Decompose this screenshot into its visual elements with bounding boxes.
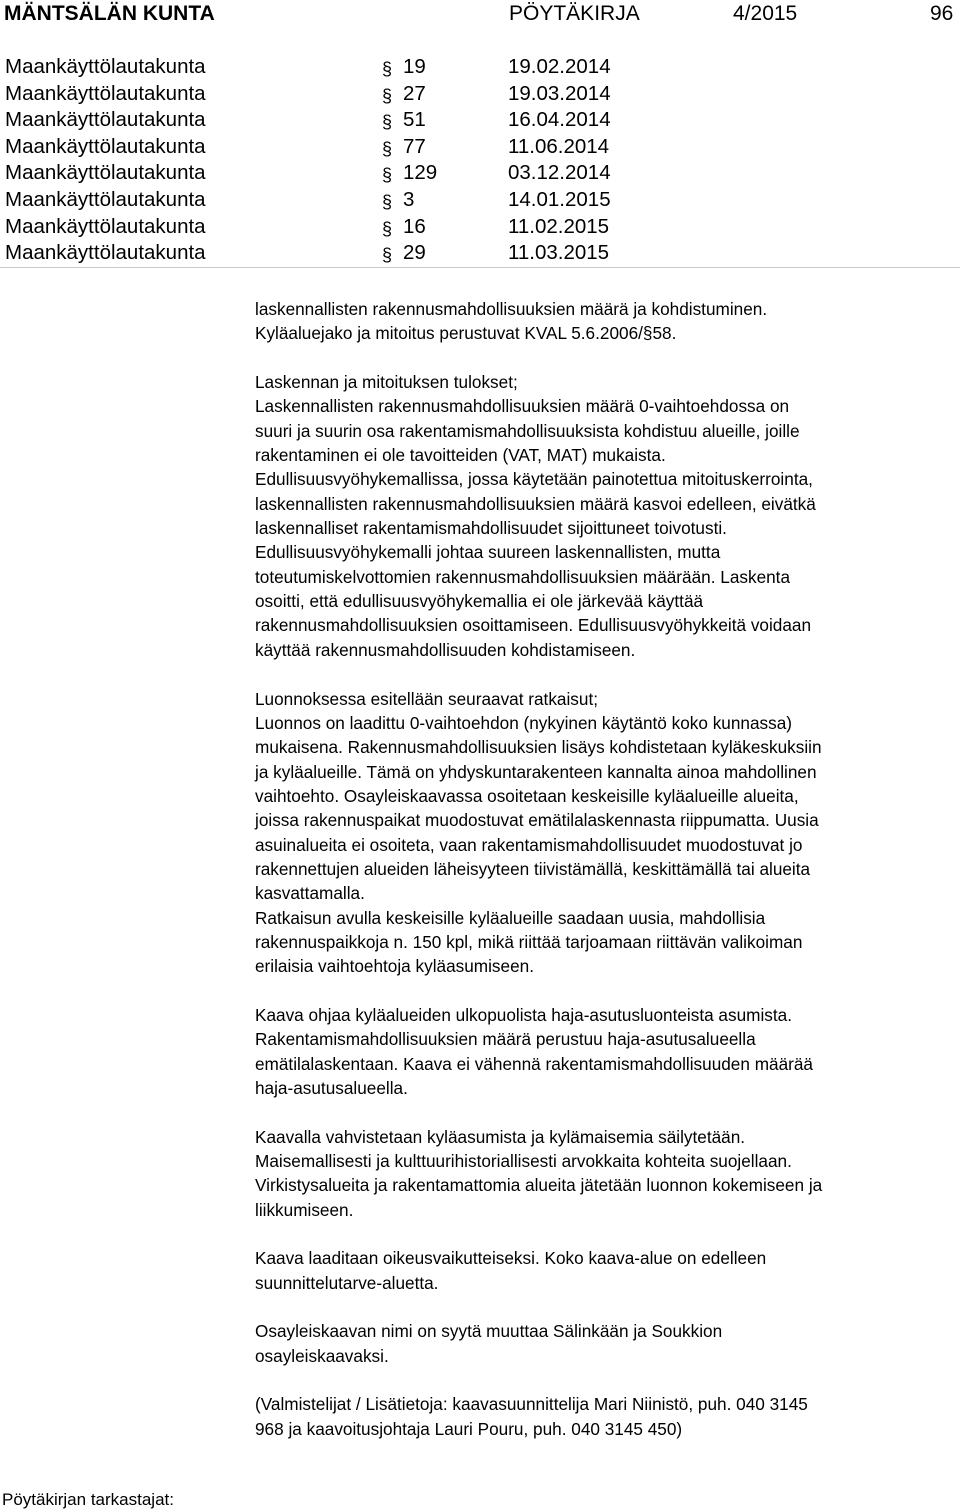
- paragraph-gap: [255, 1368, 955, 1392]
- history-body: Maankäyttölautakunta: [5, 214, 206, 238]
- section-number: 77: [403, 134, 426, 158]
- history-body: Maankäyttölautakunta: [5, 134, 206, 158]
- history-body: Maankäyttölautakunta: [5, 241, 206, 265]
- body-line: suuri ja suurin osa rakentamismahdollisuuksista kohdistuu alueille, joille: [255, 420, 800, 441]
- meeting-date: 03.12.2014: [508, 161, 611, 185]
- body-line: Kaava laaditaan oikeusvaikutteiseksi. Koko kaava-alue on edelleen: [255, 1248, 767, 1269]
- body-line: laskennallisten rakennusmahdollisuuksien määrä ja kohdistuminen.: [255, 299, 768, 319]
- body-line: osoitti, että edullisuusvyöhykemallia ei ole järkevää käyttää: [255, 591, 704, 612]
- body-line: asuinalueita ei osoiteta, vaan rakentamismahdollisuudet muodostuvat jo: [255, 834, 803, 855]
- section-number: 16: [403, 214, 426, 238]
- meeting-date: 16.04.2014: [508, 108, 611, 132]
- history-body: Maankäyttölautakunta: [5, 108, 206, 132]
- body-line: Maisemallisesti ja kulttuurihistoriallisesti arvokkaita kohteita suojellaan.: [255, 1151, 792, 1172]
- meeting-date: 11.06.2014: [508, 134, 610, 158]
- history-row: [0, 81, 960, 108]
- section-divider: [0, 267, 960, 268]
- paragraph-gap: [255, 346, 955, 370]
- meeting-date: 11.02.2015: [508, 214, 610, 238]
- section-number: 27: [403, 81, 426, 105]
- section-number: 3: [403, 187, 415, 211]
- section-sign: §: [382, 165, 393, 186]
- section-sign: §: [382, 245, 393, 266]
- meeting-date: 19.03.2014: [508, 81, 611, 105]
- body-line: toteutumiskelvottomien rakennusmahdollisuuksien määrään. Laskenta: [255, 566, 791, 587]
- body-line: Luonnoksessa esitellään seuraavat ratkaisut;: [255, 688, 599, 709]
- body-line: käyttää rakennusmahdollisuuden kohdistamiseen.: [255, 639, 636, 660]
- meeting-date: 14.01.2015: [508, 187, 611, 211]
- body-line: liikkumiseen.: [255, 1199, 354, 1220]
- section-body-text: [255, 297, 955, 1441]
- history-body: Maankäyttölautakunta: [5, 55, 206, 78]
- section-sign: §: [382, 218, 393, 239]
- body-line: 968 ja kaavoitusjohtaja Lauri Pouru, puh. 040 3145 450): [255, 1418, 683, 1439]
- history-row: [0, 240, 960, 267]
- body-line: Kyläaluejako ja mitoitus perustuvat KVAL 5.6.2006/§58.: [255, 323, 677, 344]
- paragraph-gap: [255, 1222, 955, 1246]
- body-line: rakennuspaikkoja n. 150 kpl, mikä riittää tarjoamaan riittävän valikoiman: [255, 931, 803, 952]
- body-line: (Valmistelijat / Lisätietoja: kaavasuunnittelija Mari Niinistö, puh. 040 3145: [255, 1394, 808, 1415]
- body-line: Edullisuusvyöhykemalli johtaa suureen laskennallisten, mutta: [255, 542, 721, 563]
- paragraph-gap: [255, 662, 955, 686]
- body-line: Laskennallisten rakennusmahdollisuuksien määrä 0-vaihtoehdossa on: [255, 396, 790, 417]
- history-row: [0, 54, 960, 81]
- body-line: laskennallisten rakennusmahdollisuuksien määrä kasvoi edelleen, eivätkä: [255, 493, 816, 514]
- section-number: 29: [403, 241, 426, 265]
- body-line: Rakentamismahdollisuuksien määrä perustuu haja-asutusalueella: [255, 1029, 756, 1050]
- paragraph-gap: [255, 1100, 955, 1124]
- history-row: [0, 107, 960, 134]
- body-line: vaihtoehto. Osayleiskaavassa osoitetaan keskeisille kyläalueille alueita,: [255, 785, 799, 806]
- body-line: suunnittelutarve-aluetta.: [255, 1272, 439, 1293]
- history-row: [0, 187, 960, 214]
- page-header: [0, 0, 960, 30]
- organization-name: MÄNTSÄLÄN KUNTA: [4, 2, 215, 25]
- body-line: erilaisia vaihtoehtoja kyläasumiseen.: [255, 956, 534, 977]
- section-number: 19: [403, 55, 426, 78]
- meeting-date: 11.03.2015: [508, 241, 610, 265]
- body-line: laskennalliset rakentamismahdollisuudet sijoittuneet toivotusti.: [255, 518, 727, 539]
- section-sign: §: [382, 138, 393, 159]
- body-line: Osayleiskaavan nimi on syytä muuttaa Sälinkään ja Soukkion: [255, 1321, 723, 1342]
- history-row: [0, 134, 960, 161]
- body-line: kasvattamalla.: [255, 883, 365, 904]
- handling-history: [0, 54, 960, 267]
- body-line: Virkistysalueita ja rakentamattomia alueita jätetään luonnon kokemiseen ja: [255, 1175, 823, 1196]
- body-line: rakennettujen alueiden läheisyyteen tiivistämällä, keskittämällä tai alueita: [255, 858, 811, 879]
- history-body: Maankäyttölautakunta: [5, 161, 206, 185]
- body-line: Kaavalla vahvistetaan kyläasumista ja kylämaisemia säilytetään.: [255, 1126, 746, 1147]
- body-line: rakentaminen ei ole tavoitteiden (VAT, MAT) mukaista.: [255, 445, 666, 466]
- section-sign: §: [382, 59, 393, 79]
- meeting-date: 19.02.2014: [508, 55, 611, 78]
- body-line: Edullisuusvyöhykemallissa, jossa käytetään painotettua mitoituskerrointa,: [255, 469, 813, 490]
- paragraph-gap: [255, 979, 955, 1003]
- body-line: rakennusmahdollisuuksien osoittamiseen. Edullisuusvyöhykkeitä voidaan: [255, 615, 812, 636]
- body-line: ja kyläalueille. Tämä on yhdyskuntarakenteen kannalta ainoa mahdollinen: [255, 761, 817, 782]
- section-number: 51: [403, 108, 426, 132]
- section-sign: §: [382, 85, 393, 106]
- body-line: emätilalaskentaan. Kaava ei vähennä rakentamismahdollisuuden määrää: [255, 1053, 813, 1074]
- page-number: 96: [930, 2, 954, 25]
- body-line: Luonnos on laadittu 0-vaihtoehdon (nykyinen käytäntö koko kunnassa): [255, 712, 792, 733]
- document-type: PÖYTÄKIRJA: [509, 2, 640, 25]
- body-line: Kaava ohjaa kyläalueiden ulkopuolista haja-asutusluonteista asumista.: [255, 1004, 792, 1025]
- body-line: mukaisena. Rakennusmahdollisuuksien lisäys kohdistetaan kyläkeskuksiin: [255, 737, 822, 758]
- body-line: osayleiskaavaksi.: [255, 1345, 389, 1366]
- body-line: Laskennan ja mitoituksen tulokset;: [255, 372, 518, 393]
- body-line: joissa rakennuspaikat muodostuvat emätilalaskennasta riippumatta. Uusia: [255, 810, 819, 831]
- history-row: [0, 214, 960, 241]
- footer-inspectors-label: Pöytäkirjan tarkastajat:: [2, 1490, 174, 1509]
- body-line: haja-asutusalueella.: [255, 1078, 408, 1098]
- history-body: Maankäyttölautakunta: [5, 187, 206, 211]
- section-sign: §: [382, 191, 393, 212]
- history-row: [0, 160, 960, 187]
- section-sign: §: [382, 112, 393, 133]
- body-line: Ratkaisun avulla keskeisille kyläalueille saadaan uusia, mahdollisia: [255, 907, 766, 928]
- history-body: Maankäyttölautakunta: [5, 81, 206, 105]
- section-number: 129: [403, 161, 438, 185]
- paragraph-gap: [255, 1295, 955, 1319]
- meeting-number: 4/2015: [733, 2, 798, 25]
